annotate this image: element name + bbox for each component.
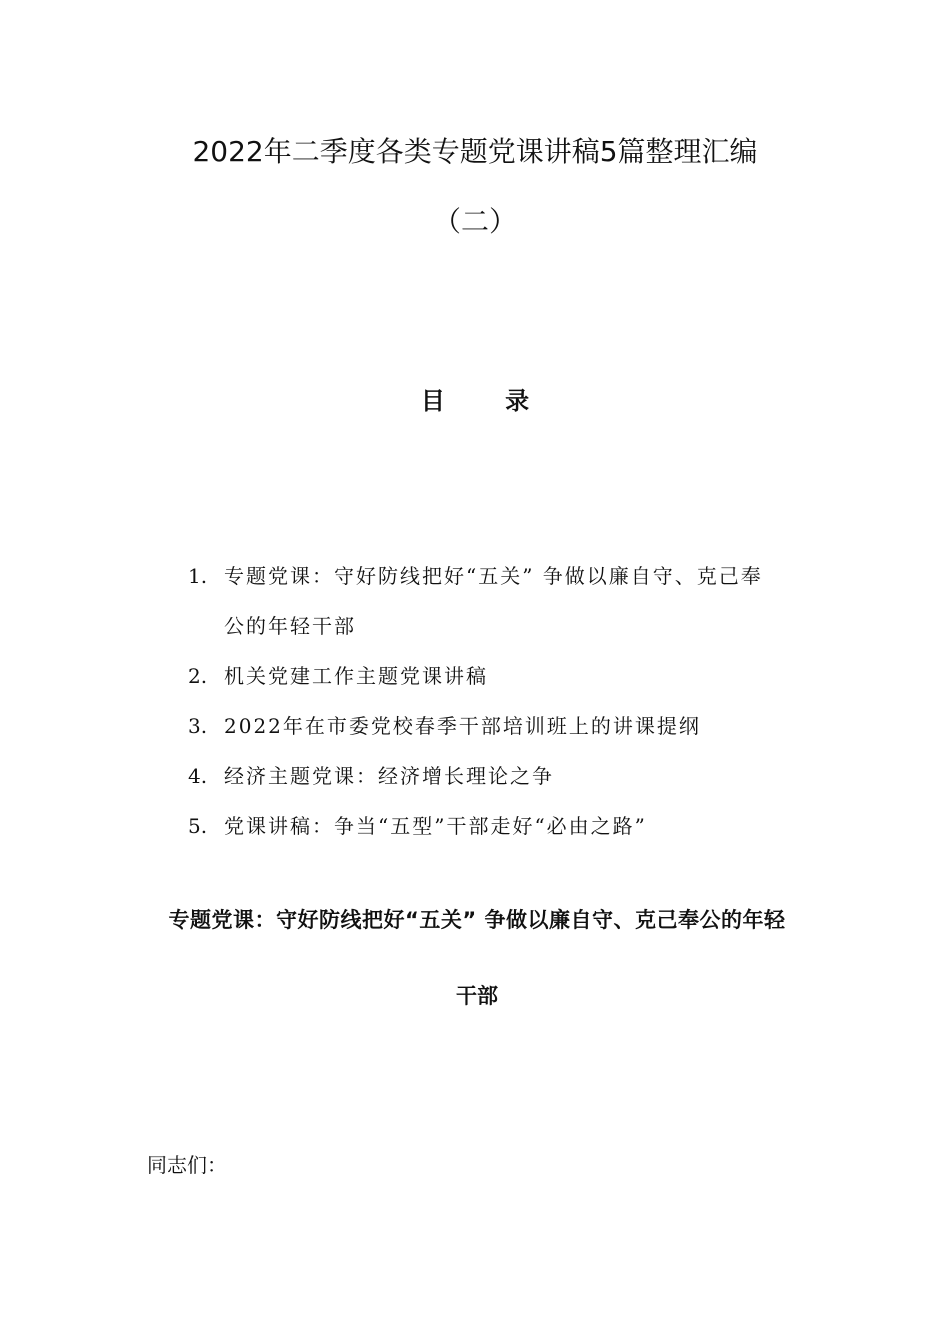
toc-item-text: 2022年在市委党校春季干部培训班上的讲课提纲 (224, 714, 701, 738)
section-title-line2: 干部 (456, 984, 498, 1008)
section-title (147, 902, 807, 1014)
toc-item-text: 机关党建工作主题党课讲稿 (224, 664, 488, 688)
toc-heading: 目 录 (420, 387, 556, 415)
toc-item-5[interactable] (188, 810, 828, 842)
toc-item-number: 3. (188, 714, 208, 738)
toc-item-number: 5. (188, 814, 208, 838)
toc-item-text: 经济主题党课：经济增长理论之争 (224, 764, 554, 788)
toc-item-number: 1. (188, 564, 208, 588)
toc-item-3[interactable] (188, 710, 828, 742)
toc-item-text-continued: 公的年轻干部 (224, 614, 356, 638)
table-of-contents (188, 560, 828, 860)
toc-item-1[interactable] (188, 560, 828, 642)
salutation: 同志们： (147, 1153, 227, 1177)
document-title: 2022年二季度各类专题党课讲稿5篇整理汇编 (192, 135, 758, 168)
toc-item-4[interactable] (188, 760, 828, 792)
toc-item-text: 党课讲稿：争当“五型”干部走好“必由之路” (224, 814, 647, 838)
toc-item-text: 专题党课：守好防线把好“五关” 争做以廉自守、克己奉 (224, 564, 763, 588)
toc-item-number: 4. (188, 764, 208, 788)
document-subtitle: （二） (432, 205, 517, 238)
toc-item-number: 2. (188, 664, 208, 688)
toc-item-2[interactable] (188, 660, 828, 692)
section-title-line1: 专题党课：守好防线把好“五关” 争做以廉自守、克己奉公的年轻 (168, 908, 786, 932)
